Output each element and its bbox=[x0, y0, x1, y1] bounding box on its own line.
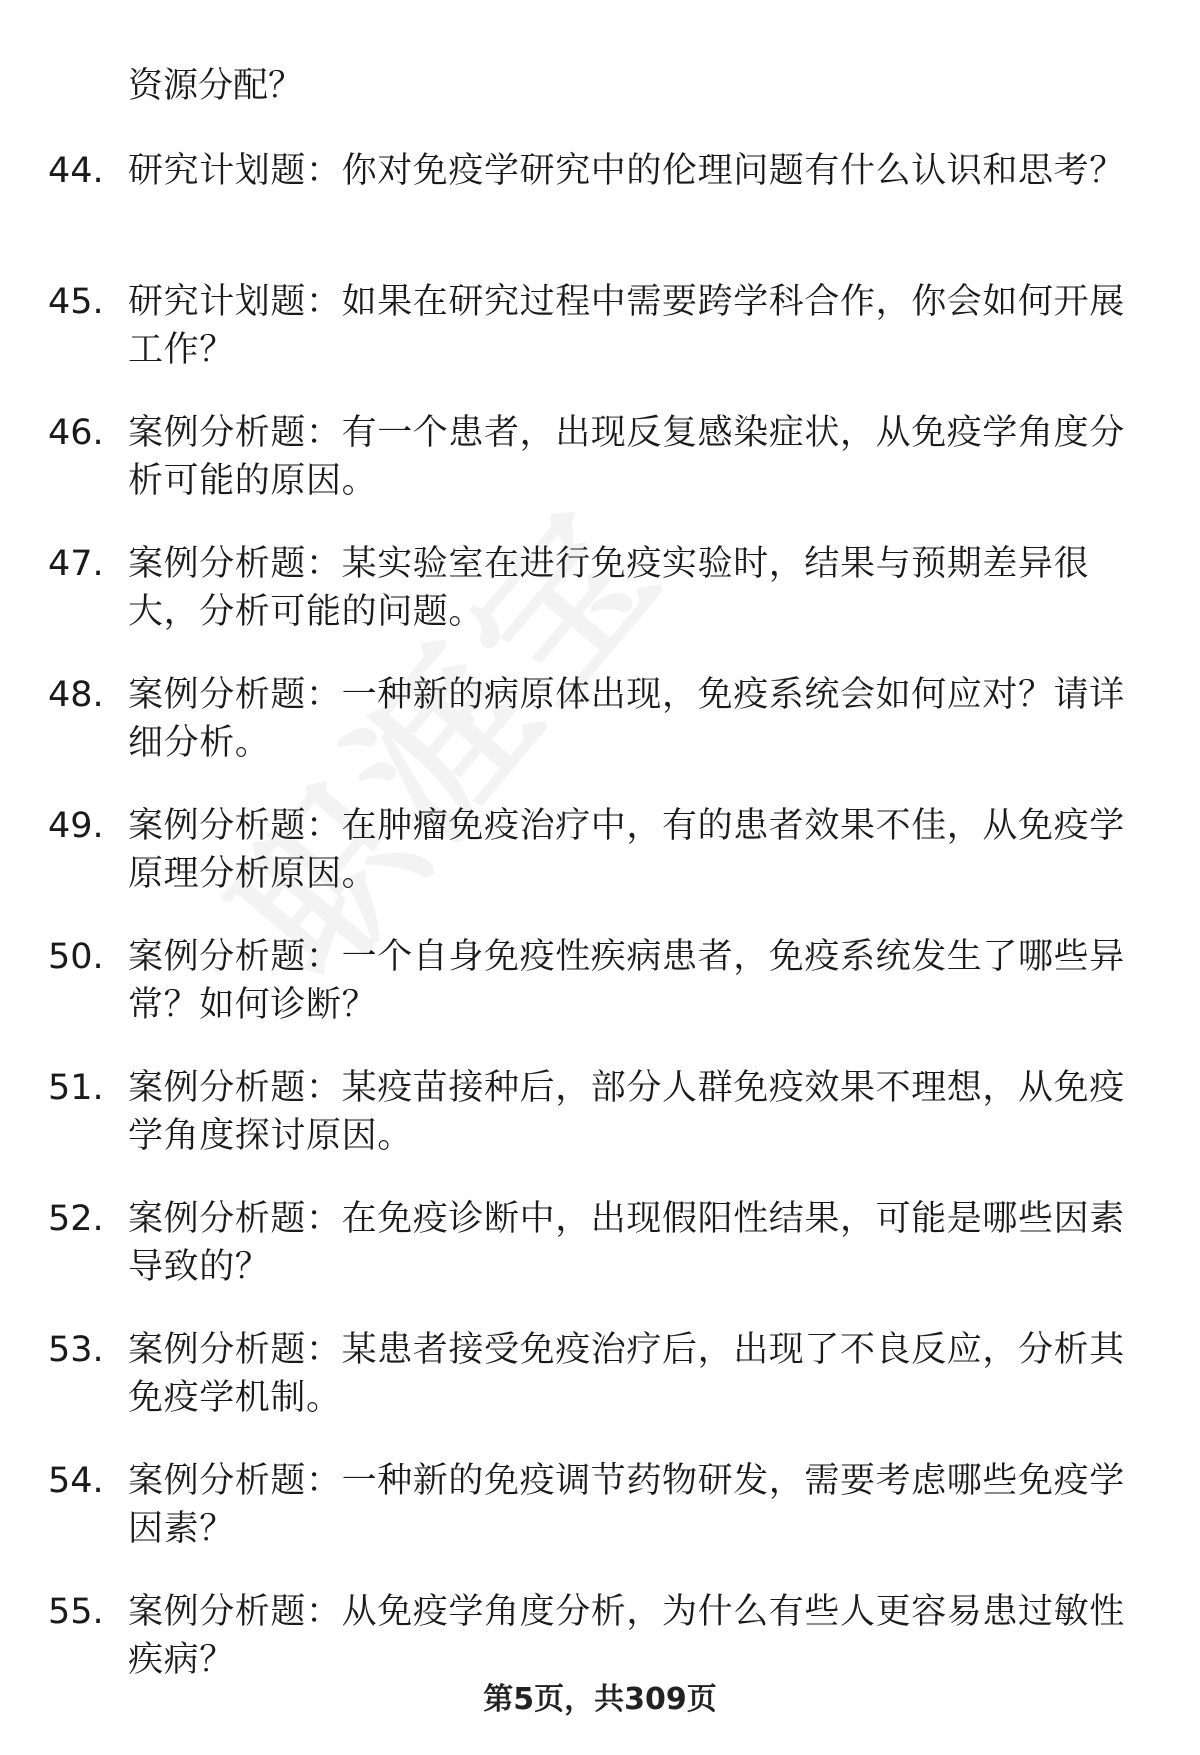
question-text: 案例分析题：在肿瘤免疫治疗中，有的患者效果不佳，从免疫学原理分析原因。 bbox=[128, 806, 1125, 894]
question-item bbox=[0, 671, 1200, 802]
question-text: 案例分析题：一个自身免疫性疾病患者，免疫系统发生了哪些异常？如何诊断？ bbox=[128, 937, 1125, 1025]
question-item bbox=[0, 1064, 1200, 1195]
question-number: 45. bbox=[48, 282, 104, 322]
question-item bbox=[0, 147, 1200, 278]
question-item bbox=[0, 933, 1200, 1064]
question-number: 55. bbox=[48, 1592, 104, 1632]
question-number: 54. bbox=[48, 1461, 104, 1501]
question-number: 44. bbox=[48, 151, 104, 191]
question-number: 49. bbox=[48, 806, 104, 846]
question-number: 50. bbox=[48, 937, 104, 977]
question-text: 案例分析题：从免疫学角度分析，为什么有些人更容易患过敏性疾病？ bbox=[128, 1592, 1125, 1680]
question-text: 案例分析题：一种新的免疫调节药物研发，需要考虑哪些免疫学因素？ bbox=[128, 1461, 1125, 1549]
question-number: 51. bbox=[48, 1068, 104, 1108]
question-text: 案例分析题：在免疫诊断中，出现假阳性结果，可能是哪些因素导致的？ bbox=[128, 1199, 1125, 1287]
question-item bbox=[0, 409, 1200, 540]
question-item bbox=[0, 1195, 1200, 1326]
question-item bbox=[0, 540, 1200, 671]
question-list bbox=[0, 147, 1200, 1719]
question-number: 52. bbox=[48, 1199, 104, 1239]
question-item bbox=[0, 1457, 1200, 1588]
question-text: 案例分析题：某疫苗接种后，部分人群免疫效果不理想，从免疫学角度探讨原因。 bbox=[128, 1068, 1125, 1156]
question-text: 案例分析题：某患者接受免疫治疗后，出现了不良反应，分析其免疫学机制。 bbox=[128, 1330, 1125, 1418]
question-item bbox=[0, 802, 1200, 933]
question-text: 案例分析题：某实验室在进行免疫实验时，结果与预期差异很大，分析可能的问题。 bbox=[128, 544, 1090, 632]
question-item bbox=[0, 1326, 1200, 1457]
question-number: 53. bbox=[48, 1330, 104, 1370]
continuation-text: 资源分配？ bbox=[128, 66, 304, 106]
question-number: 46. bbox=[48, 413, 104, 453]
page-footer: 第5页，共309页 bbox=[483, 1682, 717, 1717]
question-number: 47. bbox=[48, 544, 104, 584]
question-number: 48. bbox=[48, 675, 104, 715]
question-item bbox=[0, 278, 1200, 409]
question-text: 研究计划题：你对免疫学研究中的伦理问题有什么认识和思考？ bbox=[128, 151, 1125, 191]
question-text: 案例分析题：有一个患者，出现反复感染症状，从免疫学角度分析可能的原因。 bbox=[128, 413, 1125, 501]
question-text: 研究计划题：如果在研究过程中需要跨学科合作，你会如何开展工作？ bbox=[128, 282, 1125, 370]
question-text: 案例分析题：一种新的病原体出现，免疫系统会如何应对？请详细分析。 bbox=[128, 675, 1125, 763]
